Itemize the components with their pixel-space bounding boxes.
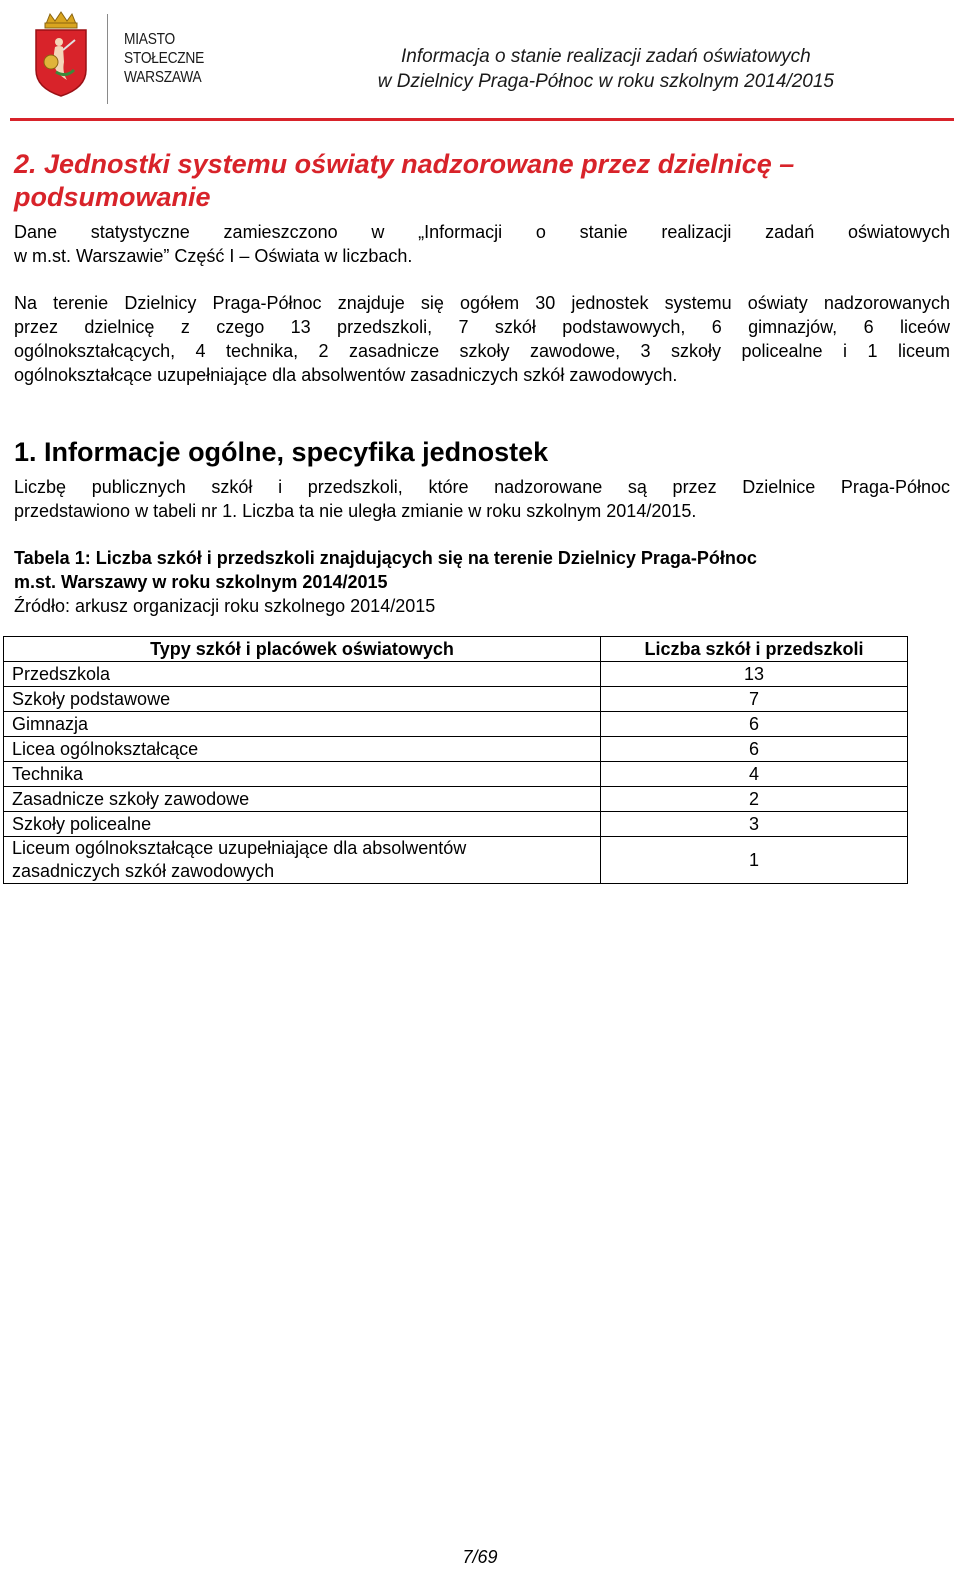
document-title: Informacja o stanie realizacji zadań oświatowych w Dzielnicy Praga-Północ w roku szkolnym 2014/2015 <box>377 46 834 92</box>
city-brand-name: MIASTO STOŁECZNE WARSZAWA <box>124 31 205 86</box>
section-heading-2: 2. Jednostki systemu oświaty nadzorowane przez dzielnicę – podsumowanie <box>14 149 795 212</box>
table-row <box>4 662 908 687</box>
cell-count: 3 <box>601 812 908 837</box>
cell-type: Gimnazja <box>4 712 601 737</box>
cell-type: Przedszkola <box>4 662 601 687</box>
table-caption: Tabela 1: Liczba szkół i przedszkoli znajdujących się na terenie Dzielnicy Praga-Północ m.st. Warszawy w roku szkolnym 2014/2015 <box>14 548 757 592</box>
column-header-type: Typy szkół i placówek oświatowych <box>4 637 601 662</box>
page-number: 7/69 <box>462 1547 498 1567</box>
paragraph-table-intro: Liczbę publicznych szkół i przedszkoli, które nadzorowane są przez Dzielnice Praga-Północ przedstawiono w tabeli nr 1. Liczba ta nie uległa zmianie w roku szkolnym 2014/2015. <box>14 477 950 521</box>
cell-count: 6 <box>601 737 908 762</box>
cell-count: 7 <box>601 687 908 712</box>
table-row <box>4 712 908 737</box>
cell-type: Technika <box>4 762 601 787</box>
table-row <box>4 687 908 712</box>
table-header-row <box>4 637 908 662</box>
cell-type: Szkoły policealne <box>4 812 601 837</box>
table-row <box>4 737 908 762</box>
cell-count: 1 <box>601 837 908 884</box>
cell-count: 6 <box>601 712 908 737</box>
header-rule <box>10 118 954 121</box>
table-row <box>4 812 908 837</box>
cell-count: 13 <box>601 662 908 687</box>
column-header-count: Liczba szkół i przedszkoli <box>601 637 908 662</box>
paragraph-statistics-note: Dane statystyczne zamieszczono w „Informacji o stanie realizacji zadań oświatowych w m.st. Warszawie” Część I – Oświata w liczbach. <box>14 222 950 266</box>
cell-count: 4 <box>601 762 908 787</box>
paragraph-units-summary: Na terenie Dzielnicy Praga-Północ znajduje się ogółem 30 jednostek systemu oświaty nadzorowanych przez dzielnicę z czego 13 przedszkoli, 7 szkół podstawowych, 6 gimnazjów, 6 liceów ogólnokształcących, 4 technika, 2 zasadnicze szkoły zawodowe, 3 szkoły policealne i 1 liceum ogólnokształcące uzupełniające dla absolwentów zasadniczych szkół zawodowych. <box>14 293 950 385</box>
table-row <box>4 787 908 812</box>
table-row <box>4 837 908 884</box>
cell-type: Liceum ogólnokształcące uzupełniające dla absolwentów zasadniczych szkół zawodowych <box>4 837 601 884</box>
warsaw-coat-of-arms-icon <box>30 10 92 98</box>
cell-count: 2 <box>601 787 908 812</box>
section-heading-1: 1. Informacje ogólne, specyfika jednostek <box>14 437 549 467</box>
cell-type: Szkoły podstawowe <box>4 687 601 712</box>
page-header <box>0 0 960 125</box>
table-source: Źródło: arkusz organizacji roku szkolnego 2014/2015 <box>14 596 436 616</box>
table-row <box>4 762 908 787</box>
cell-type: Zasadnicze szkoły zawodowe <box>4 787 601 812</box>
schools-table <box>3 636 908 884</box>
cell-type: Licea ogólnokształcące <box>4 737 601 762</box>
header-divider <box>107 14 108 104</box>
